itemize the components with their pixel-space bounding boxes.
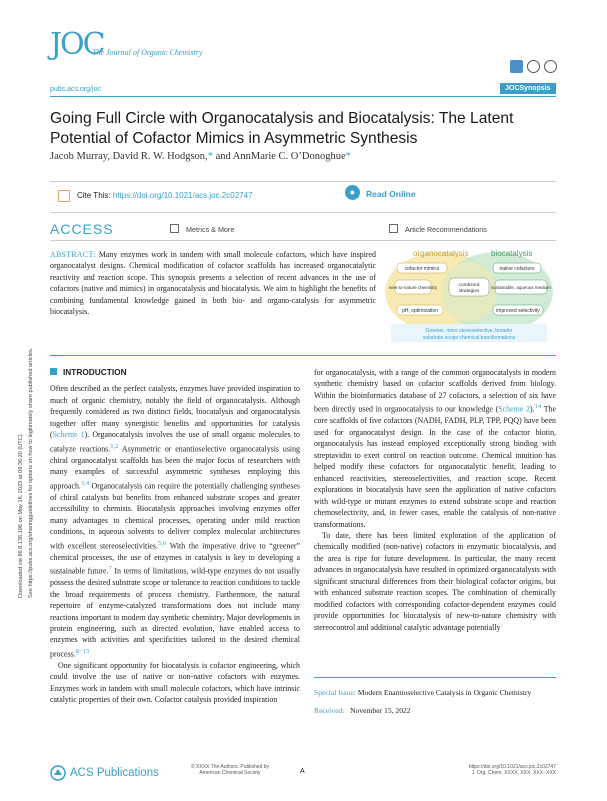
doi-link[interactable]: https://doi.org/10.1021/acs.joc.2c02747 — [112, 191, 253, 200]
recommendations-icon[interactable] — [389, 224, 398, 233]
reference-link[interactable]: 5,6 — [157, 539, 167, 547]
header-icons — [510, 60, 557, 73]
abstract — [50, 249, 376, 317]
reference-link[interactable]: 7 — [108, 565, 112, 573]
reference-link[interactable]: 1,2 — [110, 442, 119, 450]
copyright-line-2: American Chemical Society — [199, 770, 261, 776]
journal-logo: JOC — [50, 27, 104, 62]
reference-link[interactable]: 3,4 — [80, 479, 90, 487]
reference-link[interactable]: 8−13 — [75, 647, 90, 655]
section-badge: JOCSynopsis — [500, 83, 556, 94]
copyright-line-1: © XXXX The Authors. Published by — [190, 764, 270, 770]
toc-right-item-3: improved selectivity — [496, 308, 540, 314]
abstract-text: Many enzymes work in tandem with small molecule cofactors, which have inspired organocatalyst designs. Chemical modification of cofactor scaffolds has increased organocatalytic reactivity and reaction scope. This synopsis presents a selection of recent advances in the use of cofactors (native and mimics) in organocatalysis and biocatalysis. We aim to highlight the benefits of combining fundamental knowledge gained in both bio- and organo-catalysis for asymmetric biocatalysis. — [50, 250, 376, 317]
special-issue-box — [314, 677, 556, 716]
footer-doi[interactable]: https://doi.org/10.1021/acs.joc.2c02747 — [468, 764, 556, 770]
introduction-heading — [50, 367, 300, 378]
access-divider — [50, 240, 556, 241]
text-run: ). — [529, 404, 535, 414]
received-value: November 15, 2022 — [350, 706, 411, 715]
metrics-icon[interactable] — [170, 224, 179, 233]
title-line-2: Potential of Cofactor Mimics in Asymmetric Synthesis — [50, 130, 418, 147]
toc-left-item-2: new-to-nature chemistry — [388, 285, 438, 290]
toc-summary-line-1: Greener, more stereoselective, broader — [425, 328, 513, 334]
special-issue — [314, 687, 556, 698]
intro-paragraph-2: One significant opportunity for biocatalysis is cofactor engineering, which could involve the use of native or non-native cofactors with enzymes. Enzymes work in tandem with small molecule cofactors, which have intrinsic catalytic properties of their own. Cofactor catalysis provided inspiration — [50, 661, 300, 705]
copyright-notice — [180, 764, 280, 776]
article-title — [50, 109, 550, 149]
abstract-label: ABSTRACT: — [50, 250, 96, 259]
footer-journal-citation: J. Org. Chem. XXXX, XXX, XXX−XXX — [471, 770, 556, 776]
received-label: Received: — [314, 706, 345, 715]
author-list — [50, 151, 351, 162]
read-online-icon[interactable]: ● — [345, 185, 360, 200]
text-run: Organocatalysis can require the potentially challenging syntheses of chiral catalysts but benefits from enhanced substrate scopes and greater accessibility to chemists. Biocatalysis approaches involving enzymes offer many advantages to chemical processes, operating under mild reaction conditions, in aqueous solvents to deliver complex molecular architectures with excellent stereoselectivities. — [50, 481, 300, 551]
text-run: In terms of limitations, wild-type enzymes do not usually possess the desired substrate scope or tolerance to reaction conditions to tackle the broad requirements of process chemistry. Furthermore, the natural repertoire of enzyme-catalyzed transformations does not include many reactions important to modern day synthetic chemistry. Major developments in protein engineering, such as directed evolution, have enabled access to enzymes with activities and specificities tailored to the desired chemical process. — [50, 566, 300, 659]
recommendations-link[interactable]: Article Recommendations — [405, 225, 487, 234]
publisher-name: ACS Publications — [70, 767, 159, 779]
authors-part-1[interactable]: Jacob Murray, David R. W. Hodgson, — [50, 151, 208, 162]
toc-right-item-1: native cofactors — [499, 266, 535, 272]
attribution-icon[interactable] — [544, 60, 557, 73]
corresponding-mark-1[interactable]: * — [207, 151, 213, 162]
text-run: Often described as the perfect catalysts, enzymes have provided inspiration to much of organic chemistry, notably the field of organocatalysis. Although frequently considered as two distinct fields, biocatalysis and organocatalysis together offer many synergistic benefits and opportunities for catalysis ( — [50, 384, 300, 440]
intro-paragraph-3 — [314, 367, 556, 530]
body-column-1 — [50, 367, 300, 706]
download-note-line-2: See https://pubs.acs.org/sharingguidelines for options on how to legitimately share published articles. — [28, 347, 34, 598]
title-line-1: Going Full Circle with Organocatalysis and Biocatalysis: The Latent — [50, 110, 514, 127]
intro-paragraph-4: To date, there has been limited exploration of the application of chemically modified (non-native) cofactors in enzymatic biocatalysis, and the area is ripe for future development. In particular, the many recent advances in organocatalysis have resulted in optimized organocatalysts with significant structural differences from their biological cofactor origins, but with enhanced substrate reaction scopes. The combination of chemically modified cofactors with corresponding cofactor-dependent enzymes could provide opportunities for biocatalysis of new-to-nature chemistry with stereocontrol and additional catalytic advantage potentially — [314, 530, 556, 632]
scheme-2-link[interactable]: Scheme 2 — [498, 404, 530, 414]
text-run: for organocatalysis, with a range of the common organocatalysts in modern synthetic chemistry based on cofactor scaffolds derived from biology. Within the bioinformatics database of 27 cofactors, a selection of six have been directly used in organocatalysis to our knowledge ( — [314, 368, 556, 414]
toc-right-title: biocatalysis — [491, 249, 533, 258]
header-divider — [50, 96, 556, 97]
open-access-icon[interactable] — [527, 60, 540, 73]
toc-center-item-1: combined — [458, 283, 480, 288]
access-label: ACCESS — [50, 221, 114, 237]
text-run: ). Organocatalysis involves the use of small organic molecules to catalyze reactions. — [50, 430, 300, 454]
metrics-link[interactable]: Metrics & More — [186, 225, 235, 234]
text-run: With the imperative drive to “greener” chemical processes, the use of enzymes in catalysis is key to developing a sustainable future. — [50, 541, 301, 576]
cite-this — [77, 191, 253, 200]
toc-right-item-2: sustainable, aqueous medium — [491, 285, 551, 290]
image-icon[interactable] — [510, 60, 523, 73]
corresponding-mark-2[interactable]: * — [345, 151, 351, 162]
toc-summary-line-2: substrate scope chemical transformations — [422, 335, 516, 341]
page-number: A — [300, 768, 305, 775]
body-column-2 — [314, 367, 556, 633]
cite-label: Cite This: — [77, 191, 111, 200]
toc-left-title: organocatalysis — [413, 249, 469, 258]
download-note — [10, 240, 40, 600]
heading-square-icon — [50, 368, 57, 375]
abstract-divider — [50, 355, 556, 356]
text-run: Asymmetric or enantioselective organocatalysis using chiral organocatalyst scaffolds has been the major focus of researchers with many examples of successful asymmetric syntheses employing this approach. — [50, 444, 300, 491]
reference-link[interactable]: 14 — [534, 403, 542, 411]
received-date — [314, 705, 556, 716]
read-online-link[interactable]: Read Online — [366, 189, 416, 199]
toc-left-item-1: cofactor mimics — [404, 266, 440, 272]
journal-name: The Journal of Organic Chemistry — [92, 48, 203, 57]
toc-left-item-3: pH, optimization — [402, 308, 438, 314]
text-run: The core scaffolds of five cofactors (NADH, FADH, PLP, TPP, PQQ) have been used for organocatalyst design. In the case of the cofactor biotin, organocatalysis has instead employed exceptionally strong binding with streptavidin to exert control on reaction outcome. Chemical intuition has helped modify these cofactors for organocatalytic benefit, leading to enhanced reactivities, stereoselectivities, and reaction scope. Recent explorations in biocatalysis have seen the application of native cofactors with wild-type or mutant enzymes to extend substrate scope and reaction chemoselectivity, and, in fewer cases, enable the catalysis of non-native transformations. — [314, 404, 556, 529]
toc-graphic — [383, 244, 555, 344]
toc-center-item-2: strategies — [458, 289, 480, 294]
footer-citation — [458, 764, 556, 776]
special-issue-value[interactable]: Modern Enantioselective Catalysis in Organic Chemistry — [357, 688, 532, 697]
authors-part-2[interactable]: and AnnMarie C. O’Donoghue — [212, 151, 346, 162]
cite-icon — [58, 190, 70, 202]
scheme-1-link[interactable]: Scheme 1 — [52, 430, 85, 440]
acs-logo-icon — [50, 765, 66, 781]
download-note-line-1: Downloaded via 86.8.136.196 on May 16, 2023 at 09:36:20 (UTC). — [18, 432, 24, 598]
intro-paragraph-1 — [50, 383, 300, 660]
introduction-heading-text: INTRODUCTION — [63, 367, 127, 377]
journal-url[interactable]: pubs.acs.org/joc — [50, 86, 101, 93]
special-issue-label: Special Issue: — [314, 688, 356, 697]
